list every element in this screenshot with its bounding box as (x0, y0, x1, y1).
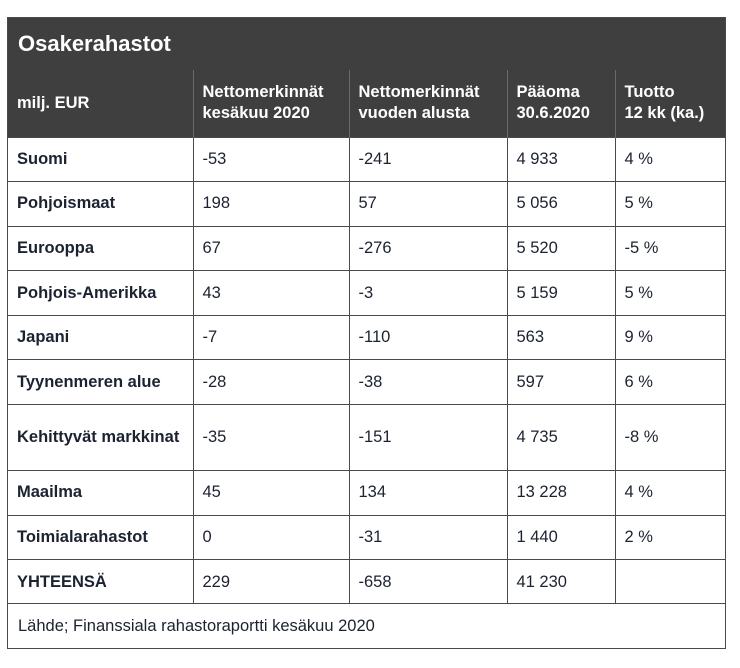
row-name: Pohjois-Amerikka (8, 271, 193, 316)
row-name: Pohjoismaat (8, 182, 193, 227)
cell-net-ytd: -31 (349, 515, 507, 560)
cell-capital: 563 (507, 315, 615, 360)
cell-capital: 4 735 (507, 405, 615, 471)
table-title: Osakerahastot (8, 18, 725, 70)
cell-capital: 5 056 (507, 182, 615, 227)
fund-table-card (7, 17, 726, 649)
table-row (8, 182, 725, 227)
cell-capital: 4 933 (507, 137, 615, 182)
cell-return: 6 % (615, 360, 725, 405)
cell-net-ytd: -241 (349, 137, 507, 182)
cell-return: 4 % (615, 471, 725, 516)
cell-return: 2 % (615, 515, 725, 560)
header-net-subscriptions-month: Nettomerkinnät kesäkuu 2020 (193, 70, 349, 137)
cell-net-ytd: -276 (349, 226, 507, 271)
cell-net-month: 45 (193, 471, 349, 516)
cell-return: 5 % (615, 271, 725, 316)
cell-net-ytd: -38 (349, 360, 507, 405)
cell-net-ytd: -3 (349, 271, 507, 316)
table-row (8, 405, 725, 471)
cell-net-ytd: -658 (349, 560, 507, 605)
cell-return: 5 % (615, 182, 725, 227)
table-row (8, 226, 725, 271)
cell-capital: 41 230 (507, 560, 615, 605)
cell-return: -5 % (615, 226, 725, 271)
source-note: Lähde; Finanssiala rahastoraportti kesäkuu 2020 (8, 603, 725, 648)
cell-net-month: 67 (193, 226, 349, 271)
cell-return: -8 % (615, 405, 725, 471)
cell-net-month: -28 (193, 360, 349, 405)
equity-funds-table (8, 70, 725, 604)
row-name: Kehittyvät markkinat (8, 405, 193, 471)
cell-capital: 1 440 (507, 515, 615, 560)
table-row (8, 360, 725, 405)
cell-net-month: 229 (193, 560, 349, 605)
table-row (8, 137, 725, 182)
cell-net-ytd: -151 (349, 405, 507, 471)
cell-net-month: -53 (193, 137, 349, 182)
row-name: Maailma (8, 471, 193, 516)
header-capital: Pääoma 30.6.2020 (507, 70, 615, 137)
cell-net-month: -7 (193, 315, 349, 360)
row-name: Japani (8, 315, 193, 360)
header-unit: milj. EUR (17, 93, 90, 112)
cell-net-month: -35 (193, 405, 349, 471)
cell-net-month: 198 (193, 182, 349, 227)
cell-net-ytd: 134 (349, 471, 507, 516)
table-row (8, 471, 725, 516)
row-name: YHTEENSÄ (8, 560, 193, 605)
row-name: Eurooppa (8, 226, 193, 271)
total-row (8, 560, 725, 605)
cell-return: 4 % (615, 137, 725, 182)
row-name: Toimialarahastot (8, 515, 193, 560)
row-name: Tyynenmeren alue (8, 360, 193, 405)
cell-net-ytd: 57 (349, 182, 507, 227)
row-name: Suomi (8, 137, 193, 182)
header-return: Tuotto 12 kk (ka.) (615, 70, 725, 137)
cell-capital: 597 (507, 360, 615, 405)
table-row (8, 271, 725, 316)
cell-net-month: 0 (193, 515, 349, 560)
table-row (8, 315, 725, 360)
cell-capital: 5 520 (507, 226, 615, 271)
cell-capital: 13 228 (507, 471, 615, 516)
table-row (8, 515, 725, 560)
cell-return (615, 560, 725, 605)
cell-net-month: 43 (193, 271, 349, 316)
header-row (8, 70, 725, 137)
header-net-subscriptions-ytd: Nettomerkinnät vuoden alusta (349, 70, 507, 137)
cell-capital: 5 159 (507, 271, 615, 316)
cell-net-ytd: -110 (349, 315, 507, 360)
cell-return: 9 % (615, 315, 725, 360)
